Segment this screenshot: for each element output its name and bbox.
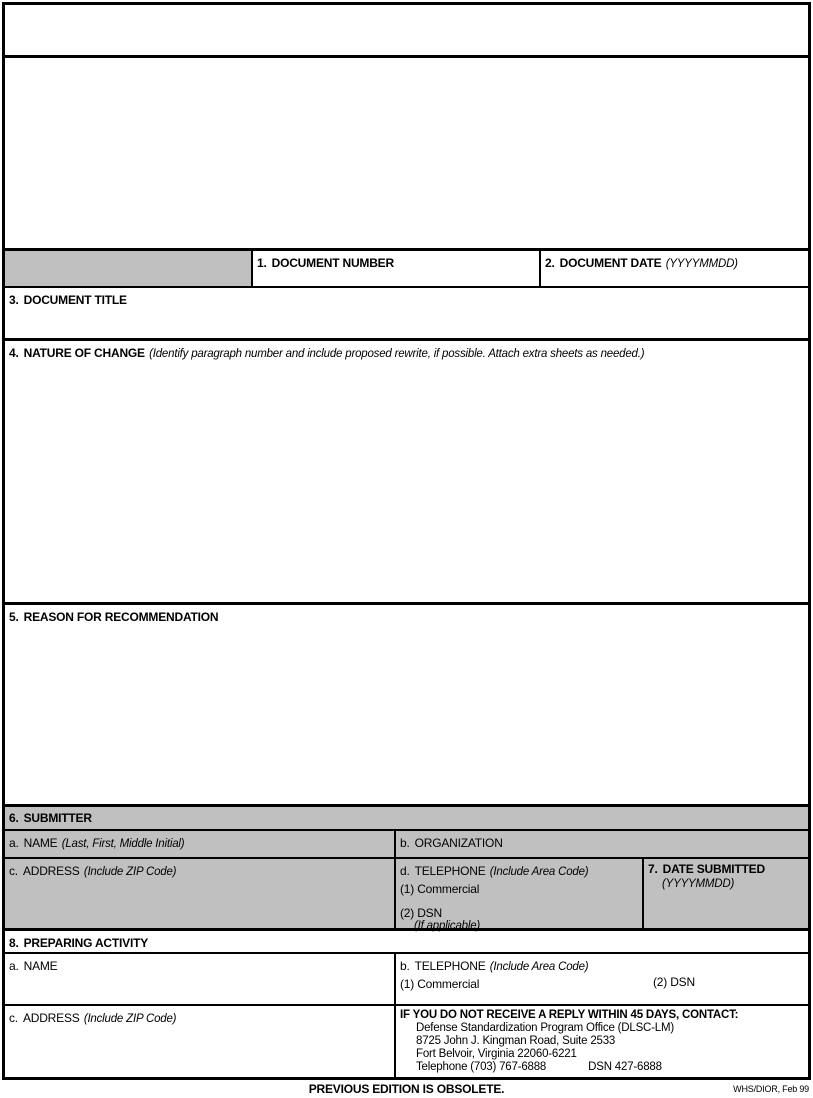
dd-form-1426 [2,2,811,1080]
preparing-name-label: a. NAME [9,959,58,974]
reason-field[interactable] [5,605,808,807]
submitter-telephone-hint: (Include Area Code) [489,866,589,879]
date-submitted-label: 7. DATE SUBMITTED [648,862,765,877]
submitter-name-field[interactable] [5,831,396,858]
submitter-telephone-field[interactable] [396,859,644,933]
document-date-format-hint: (YYYYMMDD) [665,258,738,271]
submitter-telephone-dsn[interactable]: (2) DSN [400,906,442,921]
submitter-address-field[interactable] [5,859,396,928]
reply-contact-cell [396,1006,808,1077]
reply-contact-city: Fort Belvoir, Virginia 22060-6221 [416,1047,577,1060]
instructions-box [5,58,808,252]
submitter-row-name-org [5,831,808,860]
reply-contact-office: Defense Standardization Program Office (DLSC-LM) [416,1021,674,1034]
preparing-row-address-contact [5,1006,808,1077]
submitter-section-label: 6. SUBMITTER [9,810,92,825]
document-title-field[interactable] [5,288,808,341]
submitter-telephone-dsn-hint: (If applicable) [414,920,481,933]
preparing-telephone-label: b. TELEPHONE [400,959,486,974]
date-submitted-format-hint: (YYYYMMDD) [662,878,735,891]
document-date-field[interactable] [541,251,808,286]
preparing-address-label: c. ADDRESS [9,1010,80,1025]
document-number-field[interactable] [253,251,541,286]
form-footer [0,1080,813,1098]
preparing-name-field[interactable] [5,954,396,1004]
obsolete-note: PREVIOUS EDITION IS OBSOLETE. [308,1082,505,1096]
reason-label: 5. REASON FOR RECOMMENDATION [9,609,219,624]
document-number-label: 1. DOCUMENT NUMBER [257,256,394,271]
submitter-organization-field[interactable] [396,831,808,858]
submitter-row-address-phone [5,859,808,931]
document-title-label: 3. DOCUMENT TITLE [9,293,127,308]
submitter-name-hint: (Last, First, Middle Initial) [61,837,185,850]
preparing-telephone-field[interactable] [396,954,808,1004]
preparing-telephone-dsn[interactable]: (2) DSN [653,975,695,990]
submitter-address-hint: (Include ZIP Code) [83,866,177,879]
document-date-label: 2. DOCUMENT DATE [545,256,662,271]
document-id-row [5,251,808,288]
reply-contact-phone-line [416,1061,804,1074]
shaded-corner-cell [5,251,253,286]
nature-of-change-label: 4. NATURE OF CHANGE [9,345,145,360]
reply-contact-dsn: DSN 427-6888 [588,1060,662,1073]
edition-code: WHS/DIOR, Feb 99 [733,1084,809,1094]
submitter-address-label: c. ADDRESS [9,864,80,879]
nature-of-change-hint: (Identify paragraph number and include proposed rewrite, if possible. Attach extra sheets as needed.) [149,347,645,360]
nature-of-change-field[interactable] [5,341,808,605]
submitter-section-header [5,807,808,831]
preparing-row-name-phone [5,954,808,1006]
preparing-telephone-commercial[interactable]: (1) Commercial [400,977,480,992]
preparing-address-field[interactable] [5,1006,396,1077]
reply-contact-heading: IF YOU DO NOT RECEIVE A REPLY WITHIN 45 DAYS, CONTACT: [400,1008,739,1021]
submitter-telephone-commercial[interactable]: (1) Commercial [400,882,480,897]
submitter-organization-label: b. ORGANIZATION [400,835,503,850]
submitter-name-label: a. NAME [9,835,58,850]
preparing-address-hint: (Include ZIP Code) [83,1012,177,1025]
preparing-telephone-hint: (Include Area Code) [489,961,589,974]
reply-contact-telephone: Telephone (703) 767-6888 [416,1060,547,1073]
preparing-activity-header [5,931,808,954]
submitter-telephone-label: d. TELEPHONE [400,864,486,879]
reply-contact-street: 8725 John J. Kingman Road, Suite 2533 [416,1034,616,1047]
preparing-activity-label: 8. PREPARING ACTIVITY [9,936,149,951]
date-submitted-field[interactable] [644,859,808,928]
form-title-box [5,5,808,58]
